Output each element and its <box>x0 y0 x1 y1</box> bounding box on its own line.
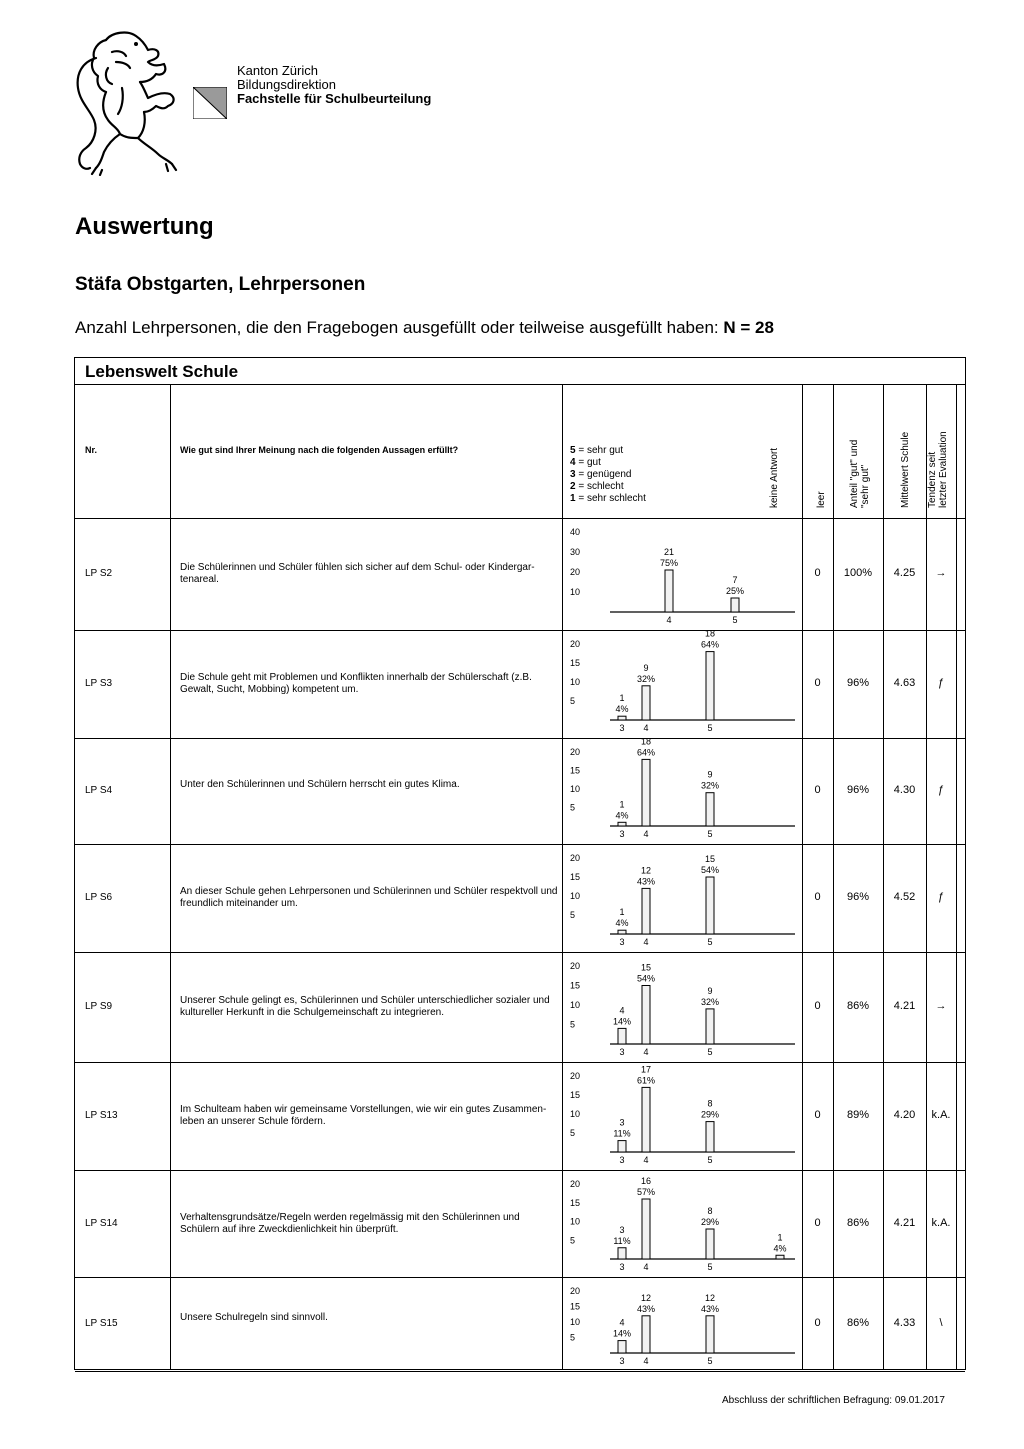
bar-count-label: 8 <box>707 1098 713 1109</box>
bar-count-label: 16 <box>640 1176 652 1186</box>
bar-percent-label: 14% <box>612 1016 632 1027</box>
bar <box>706 1009 714 1044</box>
row-id: LP S13 <box>85 1110 118 1121</box>
bar-count-label: 7 <box>732 575 738 585</box>
row-divider <box>75 844 965 845</box>
row-question: Unter den Schülerinnen und Schülern herrscht ein gutes Klima. <box>180 779 460 790</box>
bar-count-label: 8 <box>707 1206 713 1216</box>
x-category-label: 4 <box>643 937 649 947</box>
bar-percent-label: 4% <box>615 810 629 821</box>
respondent-count <box>75 318 774 338</box>
y-tick-label: 15 <box>570 872 581 882</box>
row-divider <box>75 518 965 519</box>
row-mean: 4.20 <box>893 1109 916 1121</box>
bar-percent-label: 29% <box>700 1109 720 1120</box>
bar-count-label: 9 <box>707 769 713 780</box>
x-category-label: 3 <box>619 1047 625 1057</box>
row-bar-chart <box>570 736 795 842</box>
x-category-label: 4 <box>643 723 649 733</box>
row-id: LP S2 <box>85 568 113 579</box>
bar <box>618 716 626 720</box>
row-divider <box>75 1170 965 1171</box>
bar <box>642 1199 650 1259</box>
bar <box>706 793 714 826</box>
respondent-count-label: N = <box>723 318 751 337</box>
bar-percent-label: 29% <box>700 1217 720 1227</box>
scale-item: 3 = genügend <box>570 469 632 480</box>
y-tick-label: 20 <box>570 639 581 649</box>
bar <box>706 652 714 720</box>
row-trend: → <box>935 1000 947 1012</box>
row-id: LP S3 <box>85 678 113 689</box>
x-category-label: 5 <box>707 1356 713 1366</box>
row-bar-chart <box>570 1064 795 1168</box>
column-divider <box>170 385 171 1369</box>
row-no-answer: 0 <box>814 1216 821 1229</box>
row-share-good: 96% <box>846 677 870 689</box>
x-category-label: 4 <box>643 1356 649 1366</box>
row-trend: \ <box>939 1317 943 1329</box>
row-share-good: 86% <box>846 1317 870 1329</box>
bar-percent-label: 43% <box>636 1303 656 1314</box>
y-tick-label: 10 <box>570 677 581 687</box>
y-tick-label: 5 <box>570 802 576 813</box>
y-tick-label: 15 <box>570 1301 581 1312</box>
y-tick-label: 15 <box>570 765 581 776</box>
x-category-label: 3 <box>619 723 625 733</box>
bar-count-label: 12 <box>704 1292 716 1303</box>
survey-end-date: Abschluss der schriftlichen Befragung: 09.01.2017 <box>722 1395 945 1406</box>
bar-percent-label: 54% <box>636 973 656 984</box>
row-share-good: 89% <box>846 1109 870 1121</box>
scale-item: 4 = gut <box>570 457 601 468</box>
row-bar-chart <box>570 1279 795 1369</box>
bar <box>642 888 650 934</box>
bar <box>642 1087 650 1152</box>
column-divider <box>926 385 927 1369</box>
y-tick-label: 20 <box>570 853 581 863</box>
x-category-label: 5 <box>707 937 713 947</box>
row-no-answer: 0 <box>814 1317 821 1329</box>
row-mean: 4.25 <box>893 567 916 579</box>
office-name: Fachstelle für Schulbeurteilung <box>237 91 432 106</box>
y-tick-label: 30 <box>570 547 581 557</box>
y-tick-label: 5 <box>570 1128 576 1138</box>
x-category-label: 5 <box>707 1047 713 1057</box>
row-question: Verhaltensgrundsätze/Regeln werden regelmässig mit den Schülerinnen und Schülern auf ihre Zweckdienlichkeit hin überprüft. <box>180 1211 520 1235</box>
column-divider <box>833 385 834 1369</box>
bar <box>618 1028 626 1044</box>
x-category-label: 3 <box>619 829 625 839</box>
canton-shield-mark <box>193 87 227 119</box>
y-tick-label: 5 <box>570 1332 576 1343</box>
x-category-label: 4 <box>643 1155 649 1165</box>
bar <box>618 1141 626 1152</box>
y-tick-label: 15 <box>570 1197 581 1208</box>
scale-legend <box>570 445 646 505</box>
row-trend: ƒ <box>937 677 945 689</box>
bar <box>706 877 714 934</box>
bar-count-label: 17 <box>640 1064 652 1075</box>
bar-percent-label: 14% <box>612 1328 632 1339</box>
row-bar-chart <box>570 520 795 628</box>
row-mean: 4.52 <box>893 891 916 903</box>
x-category-label: 5 <box>732 615 738 625</box>
x-category-label: 3 <box>619 1262 625 1272</box>
row-divider <box>75 1371 965 1372</box>
y-tick-label: 10 <box>570 1317 581 1327</box>
bar-count-label: 9 <box>643 662 649 673</box>
row-bar-chart <box>570 628 795 736</box>
row-trend: ƒ <box>937 784 945 796</box>
x-category-label: 5 <box>707 1262 713 1272</box>
row-share-good: 86% <box>846 1216 870 1229</box>
x-category-label: 5 <box>707 723 713 733</box>
column-header-trend: Tendenz seit letzter Evaluation <box>927 431 949 508</box>
row-share-good: 86% <box>846 1000 870 1012</box>
bar-percent-label: 64% <box>700 639 720 650</box>
y-tick-label: 10 <box>570 1216 581 1227</box>
bar <box>618 1248 626 1259</box>
row-bar-chart <box>570 846 795 950</box>
column-divider <box>562 385 563 1369</box>
x-category-label: 4 <box>643 1047 649 1057</box>
bar <box>665 570 673 612</box>
row-no-answer: 0 <box>814 677 821 689</box>
bar <box>642 759 650 826</box>
column-header-share: Anteil "gut" und "sehr gut" <box>849 439 871 508</box>
bar-percent-label: 75% <box>659 558 679 568</box>
bar <box>618 930 626 934</box>
column-divider <box>956 385 957 1369</box>
y-tick-label: 15 <box>570 658 581 668</box>
row-trend: k.A. <box>931 1216 951 1229</box>
bar-count-label: 4 <box>619 1005 625 1016</box>
bar-count-label: 18 <box>640 736 652 747</box>
row-divider <box>75 738 965 739</box>
row-mean: 4.21 <box>893 1216 916 1229</box>
y-tick-label: 40 <box>570 527 581 537</box>
bar-count-label: 15 <box>640 962 652 973</box>
y-tick-label: 15 <box>570 980 581 991</box>
page-title: Auswertung <box>75 213 214 240</box>
row-divider <box>75 1062 965 1063</box>
column-header-question: Wie gut sind Ihrer Meinung nach die folgenden Aussagen erfüllt? <box>180 445 459 455</box>
y-tick-label: 5 <box>570 910 576 920</box>
bar-percent-label: 32% <box>700 996 720 1007</box>
row-no-answer: 0 <box>814 1000 821 1012</box>
y-tick-label: 10 <box>570 1109 581 1119</box>
row-question: Unsere Schulregeln sind sinnvoll. <box>180 1312 328 1323</box>
row-no-answer: 0 <box>814 1109 821 1121</box>
bar-percent-label: 61% <box>636 1075 656 1086</box>
bar-count-label: 1 <box>619 693 625 704</box>
bar <box>706 1316 714 1353</box>
row-mean: 4.33 <box>893 1317 916 1329</box>
row-share-good: 100% <box>843 567 873 579</box>
respondent-count-value: 28 <box>755 318 774 337</box>
bar-percent-label: 64% <box>636 747 656 758</box>
column-divider <box>883 385 884 1369</box>
row-no-answer: 0 <box>814 784 821 796</box>
bar-count-label: 3 <box>619 1224 625 1235</box>
bar-count-label: 21 <box>663 547 675 557</box>
bar-percent-label: 4% <box>773 1243 787 1254</box>
bar-count-label: 15 <box>704 854 716 864</box>
bar <box>642 686 650 720</box>
y-tick-label: 5 <box>570 1019 576 1030</box>
row-share-good: 96% <box>846 891 870 903</box>
bar <box>642 1316 650 1353</box>
row-trend: k.A. <box>931 1109 951 1121</box>
y-tick-label: 5 <box>570 1235 576 1246</box>
column-header-no-answer: keine Antwort <box>769 447 780 508</box>
zurich-lion-logo <box>72 28 184 176</box>
bar-percent-label: 11% <box>613 1128 631 1139</box>
y-tick-label: 20 <box>570 1286 581 1296</box>
x-category-label: 5 <box>707 1155 713 1165</box>
x-category-label: 4 <box>666 615 672 625</box>
column-header-empty: leer <box>816 491 827 508</box>
row-question: Unserer Schule gelingt es, Schülerinnen und Schüler unterschiedlicher sozialer und kultureller Herkunft in die Schulgemeinschaft zu integrieren. <box>180 995 550 1018</box>
y-tick-label: 10 <box>570 1000 581 1010</box>
bar-percent-label: 32% <box>700 780 720 791</box>
bar-percent-label: 25% <box>725 586 745 596</box>
row-trend: → <box>935 567 947 579</box>
row-divider <box>75 630 965 631</box>
bar-percent-label: 11% <box>613 1235 631 1246</box>
bar-count-label: 12 <box>640 1292 652 1303</box>
y-tick-label: 10 <box>570 891 581 901</box>
row-divider <box>75 952 965 953</box>
column-header-nr: Nr. <box>85 445 98 455</box>
y-tick-label: 10 <box>570 784 581 794</box>
row-question: Die Schule geht mit Problemen und Konflikten innerhalb der Schülerschaft (z.B. Gewalt, Sucht, Mobbing) kompetent um. <box>180 672 532 695</box>
row-mean: 4.63 <box>893 677 916 689</box>
scale-item: 1 = sehr schlecht <box>570 493 646 504</box>
department-block <box>237 64 431 106</box>
page-subtitle: Stäfa Obstgarten, Lehrpersonen <box>75 274 366 295</box>
row-no-answer: 0 <box>814 891 821 903</box>
y-tick-label: 5 <box>570 696 576 706</box>
bar <box>776 1255 784 1259</box>
x-category-label: 4 <box>643 829 649 839</box>
bar-count-label: 9 <box>707 985 713 996</box>
y-tick-label: 20 <box>570 1071 581 1081</box>
row-trend: ƒ <box>937 891 945 903</box>
bar-percent-label: 4% <box>615 704 629 715</box>
scale-item: 5 = sehr gut <box>570 445 624 456</box>
bar-count-label: 1 <box>777 1232 783 1243</box>
bar <box>731 598 739 612</box>
bar-count-label: 12 <box>640 865 652 876</box>
y-tick-label: 20 <box>570 567 581 577</box>
bar-count-label: 1 <box>619 907 625 918</box>
row-id: LP S6 <box>85 892 113 903</box>
row-divider <box>75 1277 965 1278</box>
bar <box>618 1341 626 1353</box>
bar <box>706 1122 714 1152</box>
bar <box>642 986 650 1045</box>
bar <box>706 1229 714 1259</box>
bar-count-label: 18 <box>704 628 716 639</box>
section-title: Lebenswelt Schule <box>75 358 965 385</box>
bar-count-label: 3 <box>619 1117 625 1128</box>
x-category-label: 3 <box>619 937 625 947</box>
scale-item: 2 = schlecht <box>570 481 624 492</box>
row-no-answer: 0 <box>814 567 821 579</box>
bar-percent-label: 4% <box>615 918 629 929</box>
y-tick-label: 10 <box>570 587 581 597</box>
row-question: Die Schülerinnen und Schüler fühlen sich sicher auf dem Schul- oder Kindergar-tenareal. <box>180 562 535 585</box>
row-question: An dieser Schule gehen Lehrpersonen und Schülerinnen und Schüler respektvoll und freundlich miteinander um. <box>180 886 558 909</box>
y-tick-label: 20 <box>570 961 581 971</box>
row-id: LP S4 <box>85 785 113 796</box>
row-id: LP S15 <box>85 1318 118 1329</box>
y-tick-label: 20 <box>570 1179 581 1189</box>
row-id: LP S14 <box>85 1217 118 1229</box>
row-share-good: 96% <box>846 784 870 796</box>
row-mean: 4.21 <box>893 1000 916 1012</box>
bar-count-label: 4 <box>619 1317 625 1328</box>
bar-percent-label: 32% <box>636 673 656 684</box>
row-id: LP S9 <box>85 1001 113 1012</box>
directorate-name: Bildungsdirektion <box>237 77 337 92</box>
row-bar-chart <box>570 1172 795 1275</box>
row-mean: 4.30 <box>893 784 916 796</box>
bar <box>618 822 626 826</box>
y-tick-label: 20 <box>570 747 581 757</box>
column-divider <box>802 385 803 1369</box>
x-category-label: 4 <box>643 1262 649 1272</box>
x-category-label: 5 <box>707 829 713 839</box>
canton-name: Kanton Zürich <box>237 63 318 78</box>
bar-percent-label: 57% <box>636 1187 656 1197</box>
results-table <box>74 357 966 1370</box>
x-category-label: 3 <box>619 1356 625 1366</box>
respondent-count-text: Anzahl Lehrpersonen, die den Fragebogen ausgefüllt oder teilweise ausgefüllt haben: <box>75 318 719 337</box>
bar-percent-label: 43% <box>700 1303 720 1314</box>
x-category-label: 3 <box>619 1155 625 1165</box>
y-tick-label: 15 <box>570 1090 581 1100</box>
bar-percent-label: 54% <box>700 865 720 875</box>
row-question: Im Schulteam haben wir gemeinsame Vorstellungen, wie wir ein gutes Zusammen-leben an unserer Schule fördern. <box>180 1104 547 1127</box>
row-bar-chart <box>570 954 795 1060</box>
column-header-mean: Mittelwert Schule <box>900 431 911 508</box>
bar-percent-label: 43% <box>636 876 656 887</box>
bar-count-label: 1 <box>619 799 625 810</box>
